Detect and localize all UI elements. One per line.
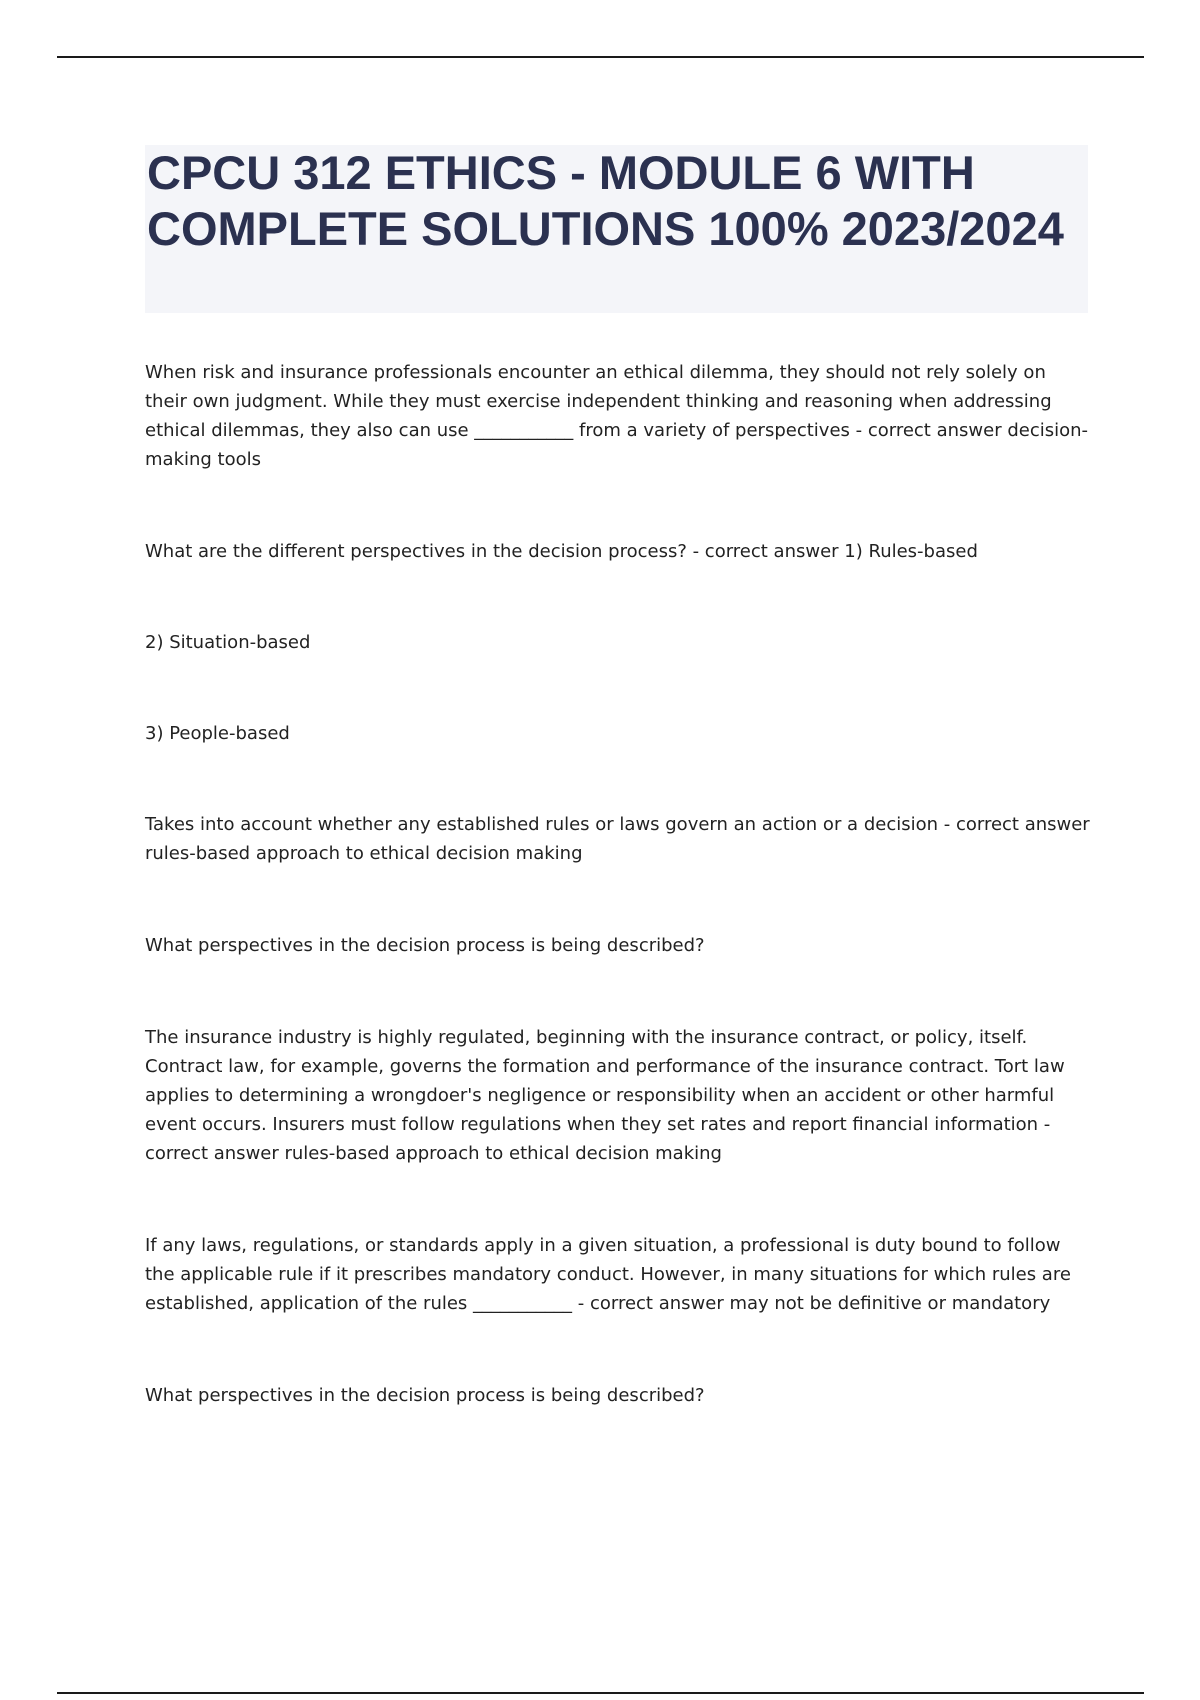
paragraph-situation-based: 2) Situation-based (145, 632, 311, 653)
paragraph-rules-based-definition: Takes into account whether any established rules or laws govern an action or a decision - correct answer rules-based approach to ethical decision making (145, 814, 1090, 864)
paragraph-people-based: 3) People-based (145, 723, 290, 744)
top-divider (57, 56, 1144, 58)
document-title: CPCU 312 ETHICS - MODULE 6 WITH COMPLETE SOLUTIONS 100% 2023/2024 (147, 146, 1064, 255)
paragraph-insurance-regulation: The insurance industry is highly regulated, beginning with the insurance contract, or policy, itself. Contract law, for example, governs the formation and performance of the insurance contract. Tort law applies to determining a wrongdoer's negligence or responsibility when an accident or other harmful event occurs. Insurers must follow regulations when they set rates and report financial information - correct answer rules-based approach to ethical decision making (145, 1027, 1065, 1164)
paragraph-question-2: What perspectives in the decision process is being described? (145, 1385, 705, 1406)
paragraph-decision-tools: When risk and insurance professionals encounter an ethical dilemma, they should not rely solely on their own judgment. While they must exercise independent thinking and reasoning when addressing ethical dilemmas, they also can use ___________ from a variety of perspectives - correct answer decision-making tools (145, 362, 1089, 470)
paragraph-perspectives: What are the different perspectives in the decision process? - correct answer 1) Rules-based (145, 541, 978, 562)
paragraph-question-1: What perspectives in the decision process is being described? (145, 935, 705, 956)
paragraph-laws-regulations: If any laws, regulations, or standards apply in a given situation, a professional is duty bound to follow the applicable rule if it prescribes mandatory conduct. However, in many situations for which rules are established, application of the rules ___________ - correct answer may not be definitive or mandatory (145, 1235, 1071, 1314)
title-banner (145, 145, 1088, 313)
document-body (145, 358, 1090, 1410)
bottom-divider (57, 1692, 1144, 1694)
